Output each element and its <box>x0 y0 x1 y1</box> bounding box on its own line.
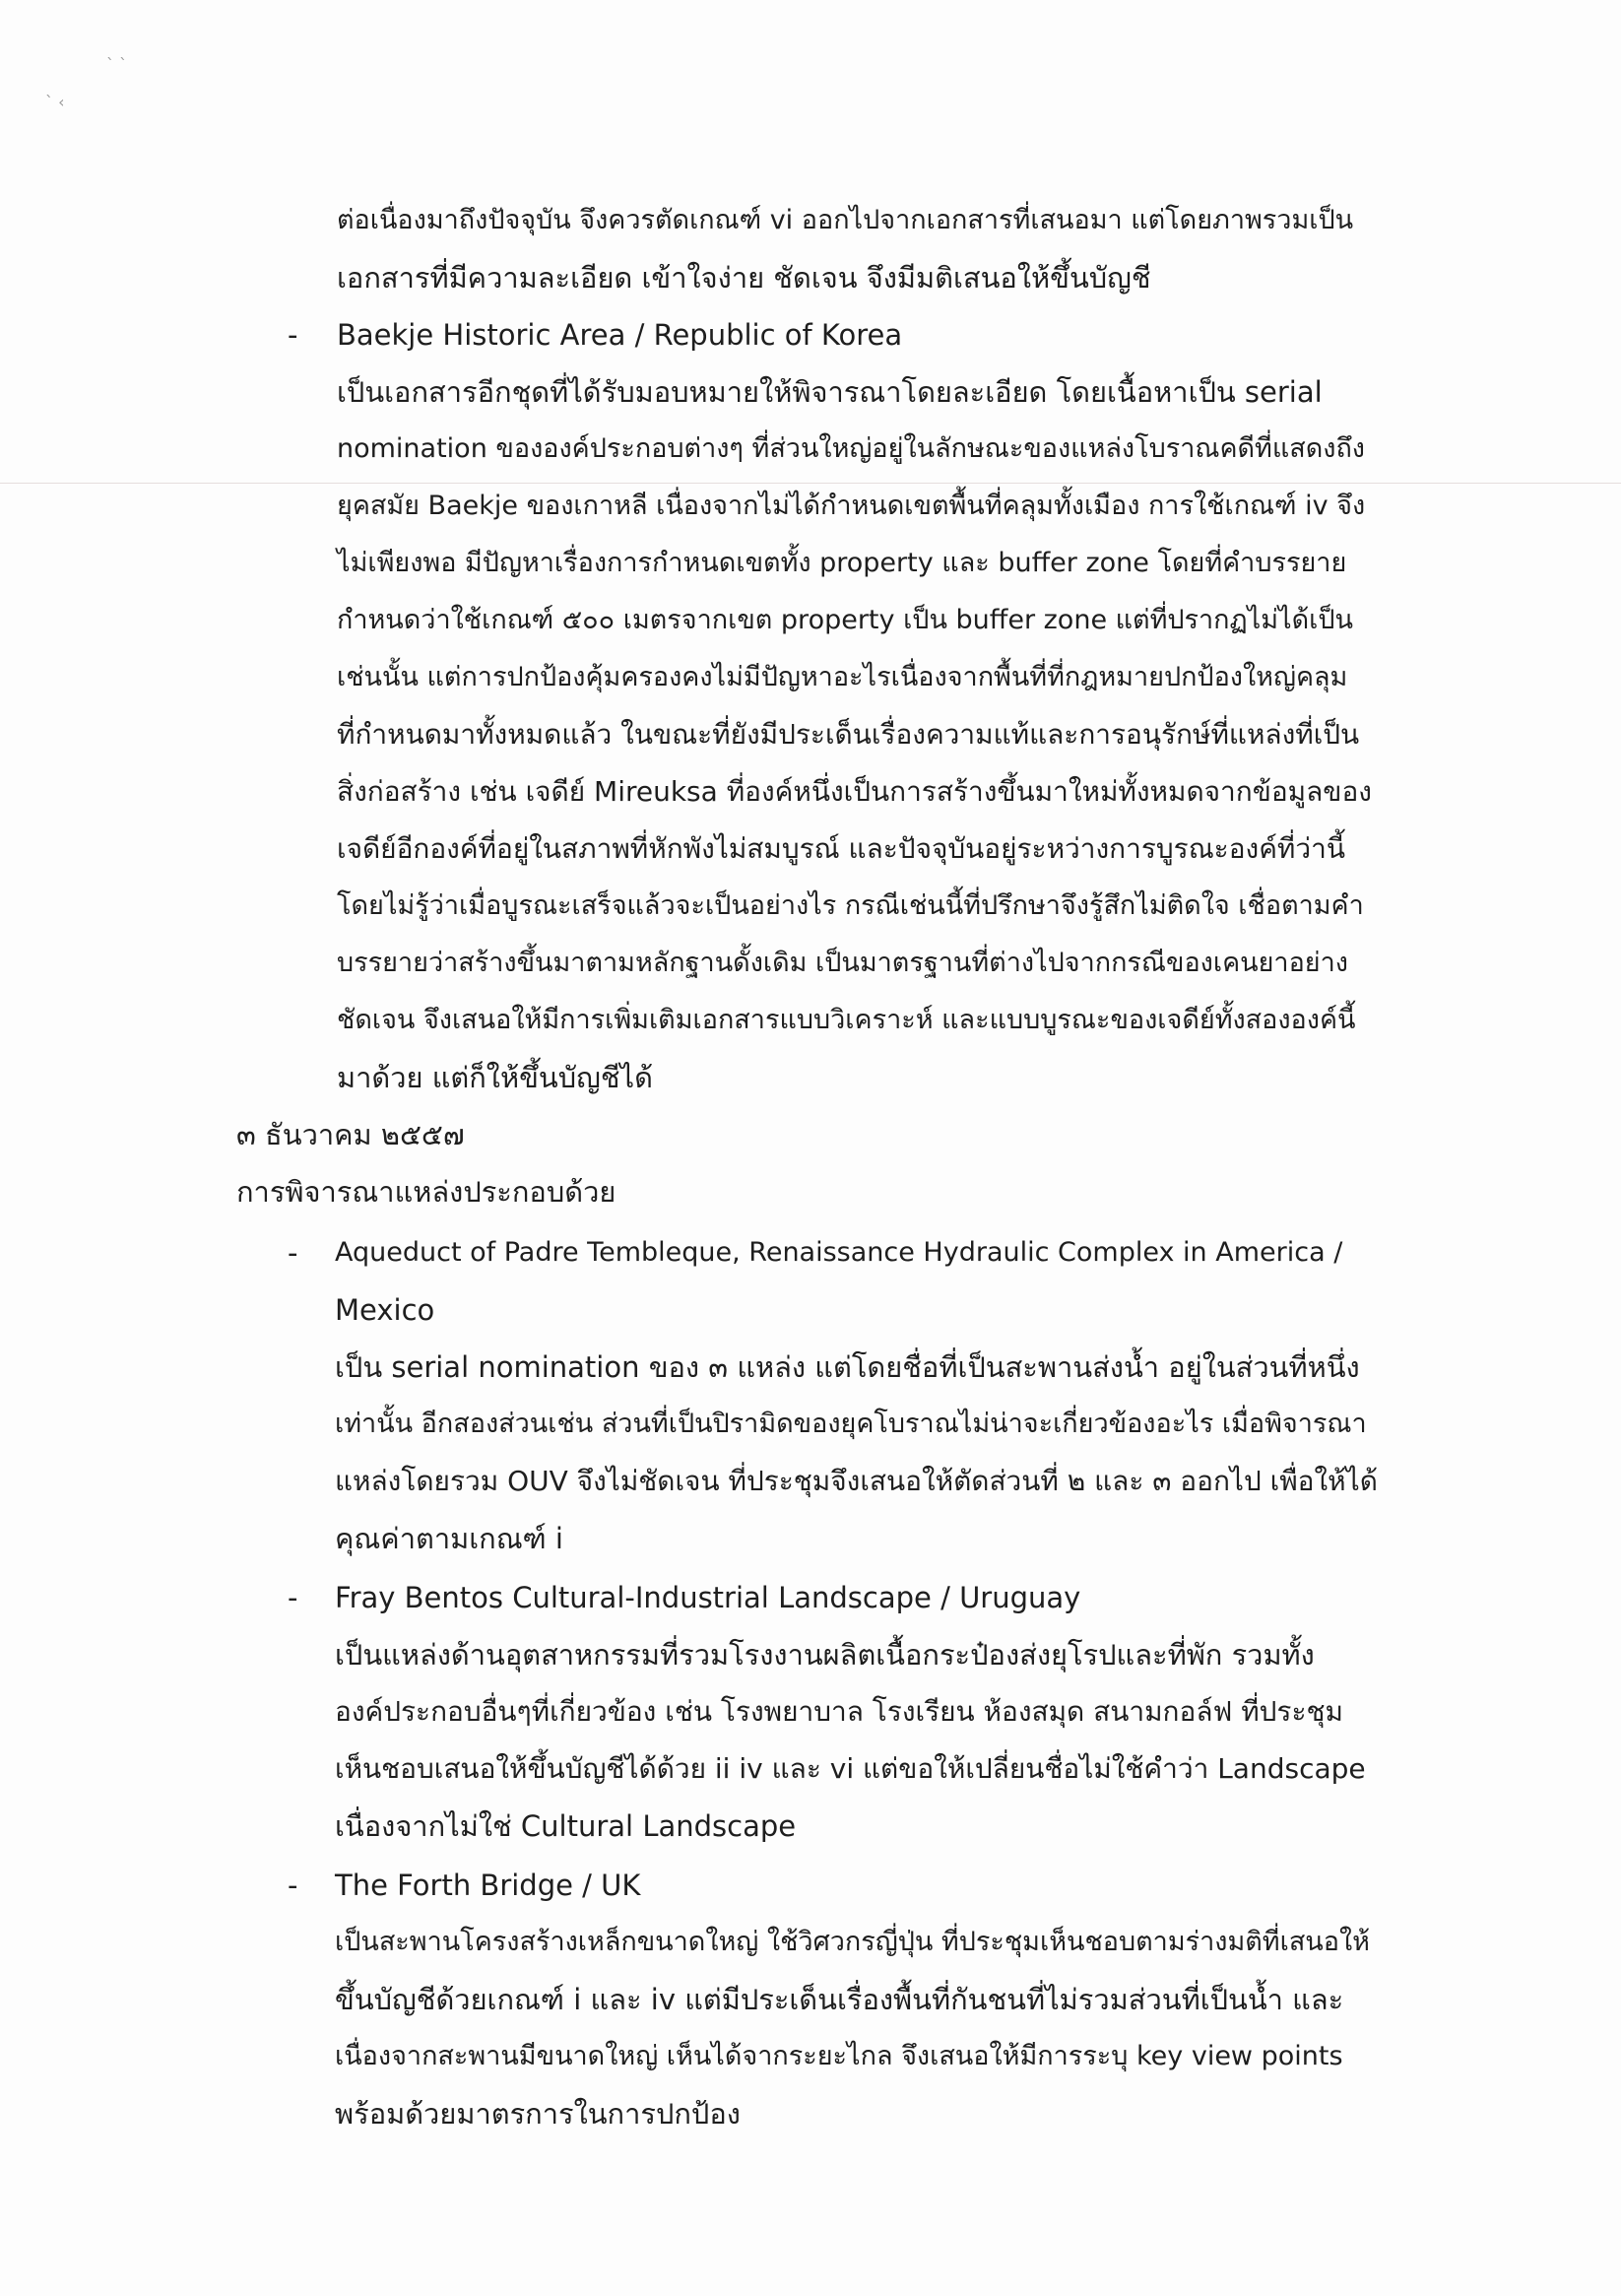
paragraph-line: เนื่องจากไม่ใช่ Cultural Landscape <box>335 1809 797 1843</box>
paragraph-line: ต่อเนื่องมาถึงปัจจุบัน จึงควรตัดเกณฑ์ vi ออกไปจากเอกสารที่เสนอมา แต่โดยภาพรวมเป็น <box>337 205 1354 235</box>
paragraph-line: องค์ประกอบอื่นๆที่เกี่ยวข้อง เช่น โรงพยาบาล โรงเรียน ห้องสมุด สนามกอล์ฟ ที่ประชุม <box>335 1695 1343 1728</box>
paragraph-line: ยุคสมัย Baekje ของเกาหลี เนื่องจากไม่ได้กำหนดเขตพื้นที่คลุมทั้งเมือง การใช้เกณฑ์ iv จึง <box>337 491 1366 521</box>
list-bullet: - <box>288 1869 298 1902</box>
paragraph-line: พร้อมด้วยมาตรการในการปกป้อง <box>335 2097 741 2131</box>
paragraph-line: เห็นชอบเสนอให้ขึ้นบัญชีได้ด้วย ii iv และ vi แต่ขอให้เปลี่ยนชื่อไม่ใช้คำว่า Landscape <box>335 1752 1366 1785</box>
list-bullet: - <box>288 1236 298 1270</box>
item-title: Aqueduct of Padre Tembleque, Renaissance Hydraulic Complex in America / <box>335 1237 1343 1268</box>
paragraph-line: ชัดเจน จึงเสนอให้มีการเพิ่มเติมเอกสารแบบวิเคราะห์ และแบบบูรณะของเจดีย์ทั้งสององค์นี้ <box>337 1005 1356 1035</box>
item-title: Mexico <box>335 1293 435 1327</box>
paragraph-line: คุณค่าตามเกณฑ์ i <box>335 1522 563 1555</box>
paragraph-line: เป็นสะพานโครงสร้างเหล็กขนาดใหญ่ ใช้วิศวกรญี่ปุ่น ที่ประชุมเห็นชอบตามร่างมติที่เสนอให้ <box>335 1927 1370 1957</box>
date-heading: ๓ ธันวาคม ๒๕๕๗ <box>236 1118 465 1151</box>
paragraph-line: บรรยายว่าสร้างขึ้นมาตามหลักฐานดั้งเดิม เป็นมาตรฐานที่ต่างไปจากกรณีของเคนยาอย่าง <box>337 948 1348 978</box>
paragraph-line: nomination ขององค์ประกอบต่างๆ ที่ส่วนใหญ่อยู่ในลักษณะของแหล่งโบราณคดีที่แสดงถึง <box>337 433 1365 464</box>
item-title: The Forth Bridge / UK <box>335 1869 641 1902</box>
scan-speck: ` ` <box>106 55 128 74</box>
paragraph-line: ขึ้นบัญชีด้วยเกณฑ์ i และ iv แต่มีประเด็นเรื่องพื้นที่กันชนที่ไม่รวมส่วนที่เป็นน้ำ และ <box>335 1983 1344 2016</box>
paragraph-line: แหล่งโดยรวม OUV จึงไม่ชัดเจน ที่ประชุมจึงเสนอให้ตัดส่วนที่ ๒ และ ๓ ออกไป เพื่อให้ได้ <box>335 1465 1378 1497</box>
section-heading: การพิจารณาแหล่งประกอบด้วย <box>236 1175 616 1209</box>
scan-artifact-line <box>0 483 1621 484</box>
paragraph-line: มาด้วย แต่ก็ให้ขึ้นบัญชีได้ <box>337 1061 653 1094</box>
paragraph-line: เอกสารที่มีความละเอียด เข้าใจง่าย ชัดเจน จึงมีมติเสนอให้ขึ้นบัญชี <box>337 261 1151 295</box>
paragraph-line: โดยไม่รู้ว่าเมื่อบูรณะเสร็จแล้วจะเป็นอย่างไร กรณีเช่นนี้ที่ปรึกษาจึงรู้สึกไม่ติดใจ เชื่อตามคำ <box>337 890 1364 921</box>
list-bullet: - <box>288 318 298 352</box>
paragraph-line: เป็นแหล่งด้านอุตสาหกรรมที่รวมโรงงานผลิตเนื้อกระป๋องส่งยุโรปและที่พัก รวมทั้ง <box>335 1638 1315 1672</box>
paragraph-line: เนื่องจากสะพานมีขนาดใหญ่ เห็นได้จากระยะไกล จึงเสนอให้มีการระบุ key view points <box>335 2041 1343 2071</box>
item-title: Baekje Historic Area / Republic of Korea <box>337 318 903 352</box>
paragraph-line: ไม่เพียงพอ มีปัญหาเรื่องการกำหนดเขตทั้ง property และ buffer zone โดยที่คำบรรยาย <box>337 548 1347 578</box>
scan-speck: ` ‹ <box>45 93 65 111</box>
paragraph-line: เป็นเอกสารอีกชุดที่ได้รับมอบหมายให้พิจารณาโดยละเอียด โดยเนื้อหาเป็น serial <box>337 375 1323 409</box>
paragraph-line: สิ่งก่อสร้าง เช่น เจดีย์ Mireuksa ที่องค์หนึ่งเป็นการสร้างขึ้นมาใหม่ทั้งหมดจากข้อมูลของ <box>337 775 1372 808</box>
list-bullet: - <box>288 1581 298 1614</box>
paragraph-line: เท่านั้น อีกสองส่วนเช่น ส่วนที่เป็นปิรามิดของยุคโบราณไม่น่าจะเกี่ยวข้องอะไร เมื่อพิจารณา <box>335 1409 1367 1439</box>
paragraph-line: กำหนดว่าใช้เกณฑ์ ๕๐๐ เมตรจากเขต property เป็น buffer zone แต่ที่ปรากฏไม่ได้เป็น <box>337 605 1353 635</box>
paragraph-line: เป็น serial nomination ของ ๓ แหล่ง แต่โดยชื่อที่เป็นสะพานส่งน้ำ อยู่ในส่วนที่หนึ่ง <box>335 1350 1360 1384</box>
item-title: Fray Bentos Cultural-Industrial Landscape / Uruguay <box>335 1581 1081 1614</box>
paragraph-line: เจดีย์อีกองค์ที่อยู่ในสภาพที่หักพังไม่สมบูรณ์ และปัจจุบันอยู่ระหว่างการบูรณะองค์ที่ว่านี้ <box>337 832 1345 865</box>
paragraph-line: ที่กำหนดมาทั้งหมดแล้ว ในขณะที่ยังมีประเด็นเรื่องความแท้และการอนุรักษ์ที่แหล่งที่เป็น <box>337 718 1360 751</box>
paragraph-line: เช่นนั้น แต่การปกป้องคุ้มครองคงไม่มีปัญหาอะไรเนื่องจากพื้นที่ที่กฎหมายปกป้องใหญ่คลุม <box>337 662 1348 692</box>
